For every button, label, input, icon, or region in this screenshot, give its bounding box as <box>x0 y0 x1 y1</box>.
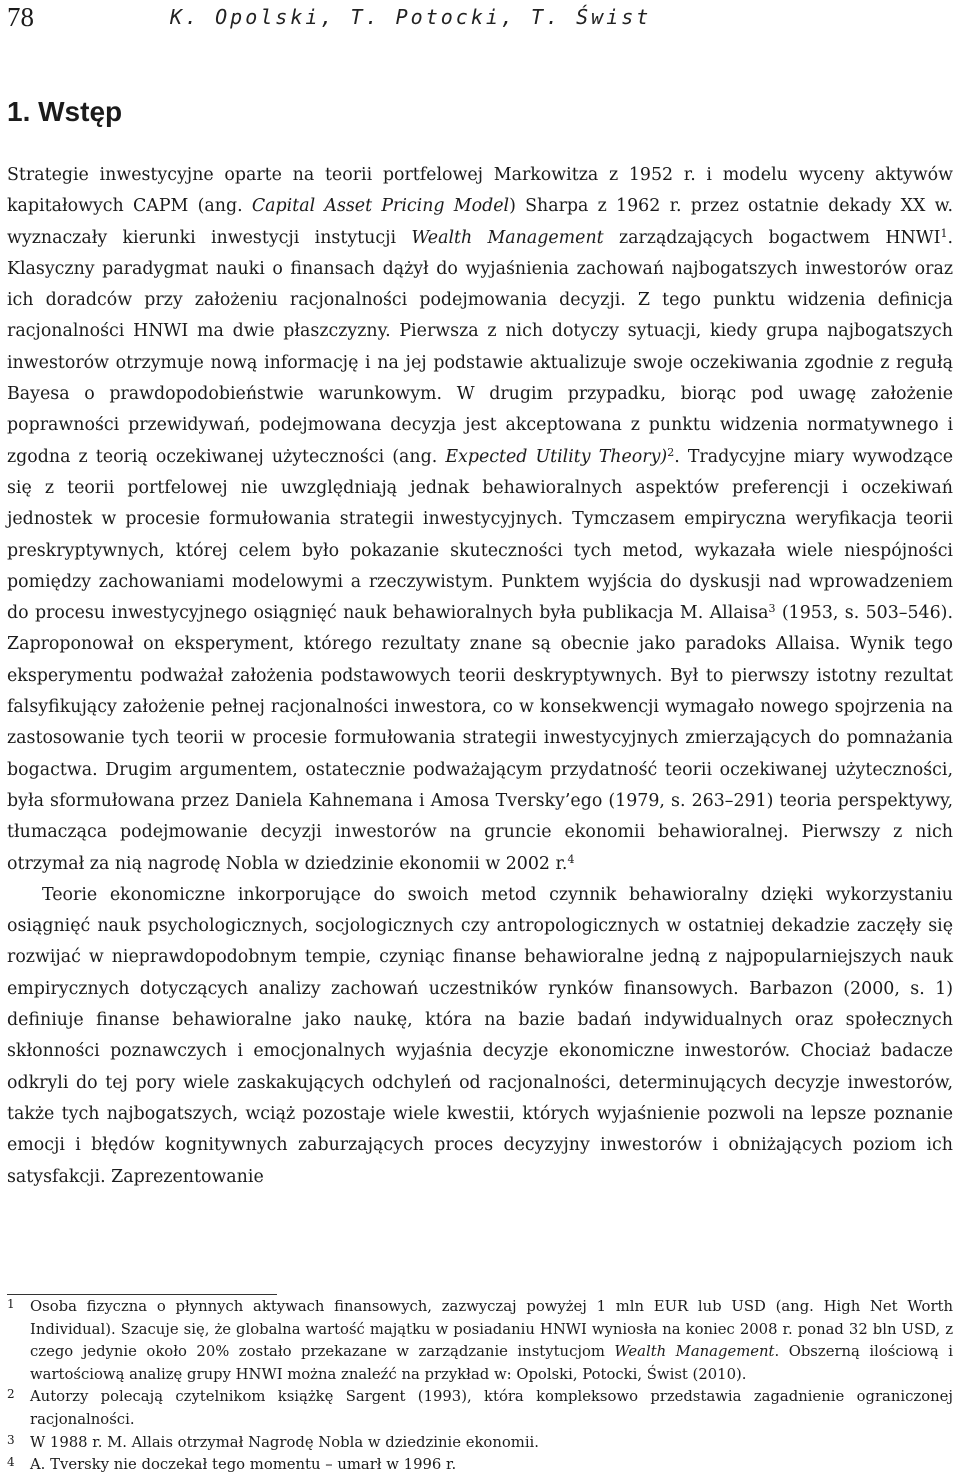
footnote-2 <box>7 1386 953 1431</box>
footnote-text: Osoba fizyczna o płynnych aktywach finansowych, zazwyczaj powyżej 1 mln EUR lub USD (ang. High Net Worth Individual). Szacuje się, że globalna wartość majątku w posiadaniu HNWI wyniosła na koniec 2008 r. ponad 32 bln USD, z czego jedynie około 20% zostało przekazane w zarządzanie instytucjom <box>30 1298 953 1361</box>
footnote-mark: 2 <box>7 1387 15 1402</box>
footnote-mark: 1 <box>7 1297 15 1311</box>
text-run: (1953, s. 503–546). Zaproponował on eksperyment, którego rezultaty znane są obecnie jako paradoks Allaisa. Wynik tego eksperymentu podważał założenia podstawowych teorii deskryptywnych. Był to pierwszy istotny rezultat falsyfikujący założenie pełnej racjonalności inwestora, co w konsekwencji wymagało nowego spojrzenia na zastosowanie tych teorii w procesie formułowania strategii inwestycyjnych zmierzających do pomnażania bogactwa. Drugim argumentem, ostatecznie podważającym przydatność teorii oczekiwanej użyteczności, była sformułowana przez Daniela Kahnemana i Amosa Tversky’ego (1979, s. 263–291) teoria perspektywy, tłumacząca podejmowanie decyzji inwestorów na gruncie ekonomii behawioralnej. Pierwszy z nich otrzymał za nią nagrodę Nobla w dziedzinie ekonomii w 2002 r. <box>7 603 953 874</box>
footnotes <box>7 1296 953 1477</box>
footnote-divider <box>7 1294 277 1295</box>
footnote-text: W 1988 r. M. Allais otrzymał Nagrodę Nobla w dziedzinie ekonomii. <box>30 1433 539 1451</box>
footnote-ref-2[interactable]: 2 <box>667 445 675 459</box>
footnote-mark: 3 <box>7 1432 15 1447</box>
footnote-ref-3[interactable]: 3 <box>768 602 776 616</box>
footnote-text: . Obszerną ilościową i wartościową analizę grupy HNWI można znaleźć na przykład w: Opolski, Potocki, Świst (2010). <box>30 1343 953 1383</box>
italic-term: Capital Asset Pricing Model <box>251 196 510 217</box>
italic-term: Expected Utility Theory) <box>445 446 668 467</box>
italic-term: Wealth Management <box>411 227 604 248</box>
footnote-mark: 4 <box>7 1455 15 1470</box>
footnote-4 <box>7 1454 953 1477</box>
footnote-text: Autorzy polecają czytelnikom książkę Sargent (1993), która kompleksowo przedstawia zagadnienie ograniczonej racjonalności. <box>30 1388 953 1428</box>
text-run: . Klasyczny paradygmat nauki o finansach dążył do wyjaśnienia zachowań najbogatszych inwestorów oraz ich doradców przy założeniu racjonalności podejmowania decyzji. Z tego punktu widzenia definicja racjonalności HNWI ma dwie płaszczyzny. Pierwsza z nich dotyczy sytuacji, kiedy grupa najbogatszych inwestorów otrzymuje nową informację i na jej podstawie aktualizuje swoje oczekiwania zgodnie z regułą Bayesa o prawdopodobieństwie warunkowym. W drugim przypadku, biorąc pod uwagę założenie poprawności przewidywań, podejmowana decyzja jest akceptowana z punktu widzenia normatywnego i zgodna z teorią oczekiwanej użyteczności (ang. <box>7 227 953 467</box>
text-run: Strategie inwestycyjne oparte na teorii portfelowej Markowitza z 1952 r. i modelu wyceny aktywów kapitałowych CAPM (ang. <box>7 165 953 217</box>
italic-term: Wealth Management <box>614 1343 775 1361</box>
footnote-1 <box>7 1296 953 1386</box>
running-header: K. Opolski, T. Potocki, T. Świst <box>170 5 652 29</box>
footnote-ref-4[interactable]: 4 <box>567 852 575 866</box>
main-text <box>7 160 953 1193</box>
text-run: ) Sharpa z 1962 r. przez ostatnie dekady XX w. wyznaczały kierunki inwestycji instytucji <box>7 196 953 248</box>
text-run: . Tradycyjne miary wywodzące się z teorii portfelowej nie uwzględniają jednak behawioralnych aspektów preferencji i oczekiwań jednostek w procesie formułowania strategii inwestycyjnych. Tymczasem empiryczna weryfikacja teorii preskryptywnych, której celem było pokazanie skuteczności tych metod, wykazała wiele niespójności pomiędzy zachowaniami modelowymi a rzeczywistym. Punktem wyjścia do dyskusji nad wprowadzeniem do procesu inwestycyjnego osiągnięć nauk behawioralnych była publikacja M. Allaisa <box>7 446 953 624</box>
footnote-text: A. Tversky nie doczekał tego momentu – umarł w 1996 r. <box>30 1456 457 1474</box>
text-run: zarządzających bogactwem HNWI <box>603 227 941 248</box>
footnote-3 <box>7 1432 953 1455</box>
paragraph-1 <box>7 160 953 880</box>
section-heading: 1. Wstęp <box>7 96 123 127</box>
footnote-ref-1[interactable]: 1 <box>940 226 948 240</box>
paragraph-2: Teorie ekonomiczne inkorporujące do swoich metod czynnik behawioralny dzięki wykorzystaniu osiągnięć nauk psychologicznych, socjologicznych czy antropologicznych w ostatniej dekadzie zaczęły się rozwijać w nieprawdopodobnym tempie, czyniąc finanse behawioralne jedną z najpopularniejszych nauk empirycznych dotyczących analizy zachowań uczestników rynków finansowych. Barbazon (2000, s. 1) definiuje finanse behawioralne jako naukę, która na bazie badań indywidualnych oraz społecznych skłonności poznawczych i emocjonalnych wyjaśnia decyzje ekonomiczne inwestorów. Chociaż badacze odkryli do tej pory wiele zaskakujących odchyleń od racjonalności, determinujących decyzje inwestorów, także tych najbogatszych, wciąż pozostaje wiele kwestii, których wyjaśnienie pozwoli na lepsze poznanie emocji i błędów kognitywnych zaburzających proces decyzyjny inwestorów i obniżających poziom ich satysfakcji. Zaprezentowanie <box>7 884 953 1187</box>
page-number: 78 <box>7 2 34 32</box>
